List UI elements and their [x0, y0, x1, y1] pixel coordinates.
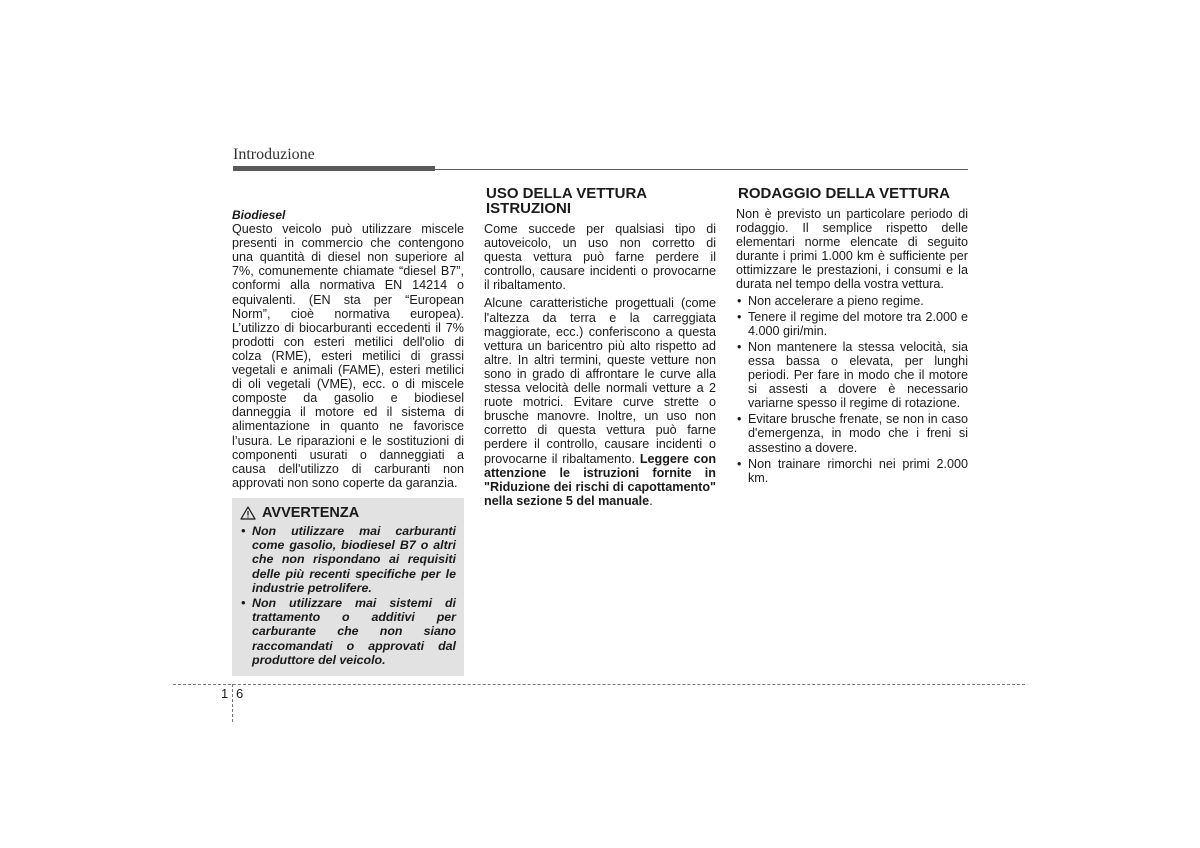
rodaggio-heading: RODAGGIO DELLA VETTURA — [738, 185, 950, 202]
header-rule-thick — [233, 166, 435, 171]
page-header-title: Introduzione — [233, 146, 315, 163]
rodaggio-paragraph: Non è previsto un particolare periodo di rodaggio. Il semplice rispetto delle elementari norme elencate di seguito durante i primi 1.000 km è sufficiente per ottimizzare le prestazioni, i consumi e la durata nel tempo della vostra vettura. — [736, 207, 968, 292]
footer-dotted-rule — [173, 684, 1025, 685]
uso-vettura-paragraph-1: Come succede per qualsiasi tipo di autoveicolo, un uso non corretto di questa vettura può farne perdere il controllo, causare incidenti o provocarne il ribaltamento. — [484, 222, 716, 293]
uso-vettura-paragraph-2-text: Alcune caratteristiche progettuali (come l'altezza da terra e la carreggiata maggiorate, ecc.) conferiscono a questa vettura un baricentro più alto rispetto ad altre. In altri termini, queste vetture non sono in grado di affrontare le curve alla stessa velocità delle normali vetture a 2 ruote motrici. Evitare curve strette o brusche manovre. Inoltre, un uso non corretto di questa vettura può farne perdere il controllo, causare incidenti o provocarne il ribaltamento. — [484, 296, 716, 466]
warning-triangle-icon — [240, 506, 256, 520]
warning-list — [240, 524, 456, 667]
footer-dotted-divider — [232, 684, 233, 722]
column-uso-vettura — [484, 186, 716, 508]
biodiesel-paragraph: Questo veicolo può utilizzare miscele presenti in commercio che contengono una quantità di diesel non superiore al 7%, comunemente chiamate “diesel B7”, conformi alla normativa EN 14214 o equivalenti. (EN sta per “European Norm”, cioè normativa europea). L’utilizzo di biocarburanti eccedenti il 7% prodotti con esteri metilici dell'olio di colza (RME), esteri metilici di grassi vegetali e animali (FAME), esteri metilici di oli vegetali (VME), ecc. o di miscele composte da gasolio e biodiesel danneggia il motore ed il sistema di alimentazione in quanto ne favorisce l’usura. Le riparazioni e le sostituzioni di componenti usurati o danneggiati a causa dell'utilizzo di carburanti non approvati non sono coperte da garanzia. — [232, 222, 464, 490]
rodaggio-item: • Non mantenere la stessa velocità, sia essa bassa o elevata, per lunghi periodi. Per fare in modo che il motore si assesti a dovere è necessario variarne spesso il regime di rotazione. — [736, 340, 968, 410]
biodiesel-subheading: Biodiesel — [232, 208, 286, 222]
rodaggio-item: • Non accelerare a pieno regime. — [736, 294, 968, 308]
warning-item: • Non utilizzare mai carburanti come gasolio, biodiesel B7 o altri che non rispondano ai requisiti delle più recenti specifiche per le industrie petrolifere. — [240, 524, 456, 595]
page-chapter-number: 1 — [221, 686, 229, 701]
warning-item: • Non utilizzare mai sistemi di trattamento o additivi per carburante che non siano raccomandati o approvati dal produttore del veicolo. — [240, 596, 456, 667]
column-rodaggio — [736, 186, 968, 487]
rodaggio-list — [736, 294, 968, 485]
uso-vettura-heading — [486, 186, 716, 216]
uso-vettura-paragraph-2-bold: Leggere con attenzione le istruzioni fornite in "Riduzione dei rischi di capottamento" nella sezione 5 del manuale — [484, 451, 717, 508]
page-number: 6 — [236, 686, 244, 701]
uso-vettura-paragraph-2 — [484, 296, 716, 507]
warning-title: AVVERTENZA — [262, 505, 360, 521]
rodaggio-item: • Tenere il regime del motore tra 2.000 e 4.000 giri/min. — [736, 310, 968, 338]
warning-box — [232, 498, 464, 676]
warning-header — [240, 505, 456, 521]
column-biodiesel — [232, 208, 464, 490]
uso-vettura-heading-line1: USO DELLA VETTURA — [486, 185, 648, 202]
rodaggio-item: • Non trainare rimorchi nei primi 2.000 km. — [736, 457, 968, 485]
header-rule-thin — [435, 169, 968, 170]
uso-vettura-heading-line2: ISTRUZIONI — [486, 200, 571, 217]
rodaggio-item: • Evitare brusche frenate, se non in caso d'emergenza, in modo che i freni si assestino a dovere. — [736, 412, 968, 454]
uso-vettura-paragraph-2-end: . — [649, 493, 653, 508]
